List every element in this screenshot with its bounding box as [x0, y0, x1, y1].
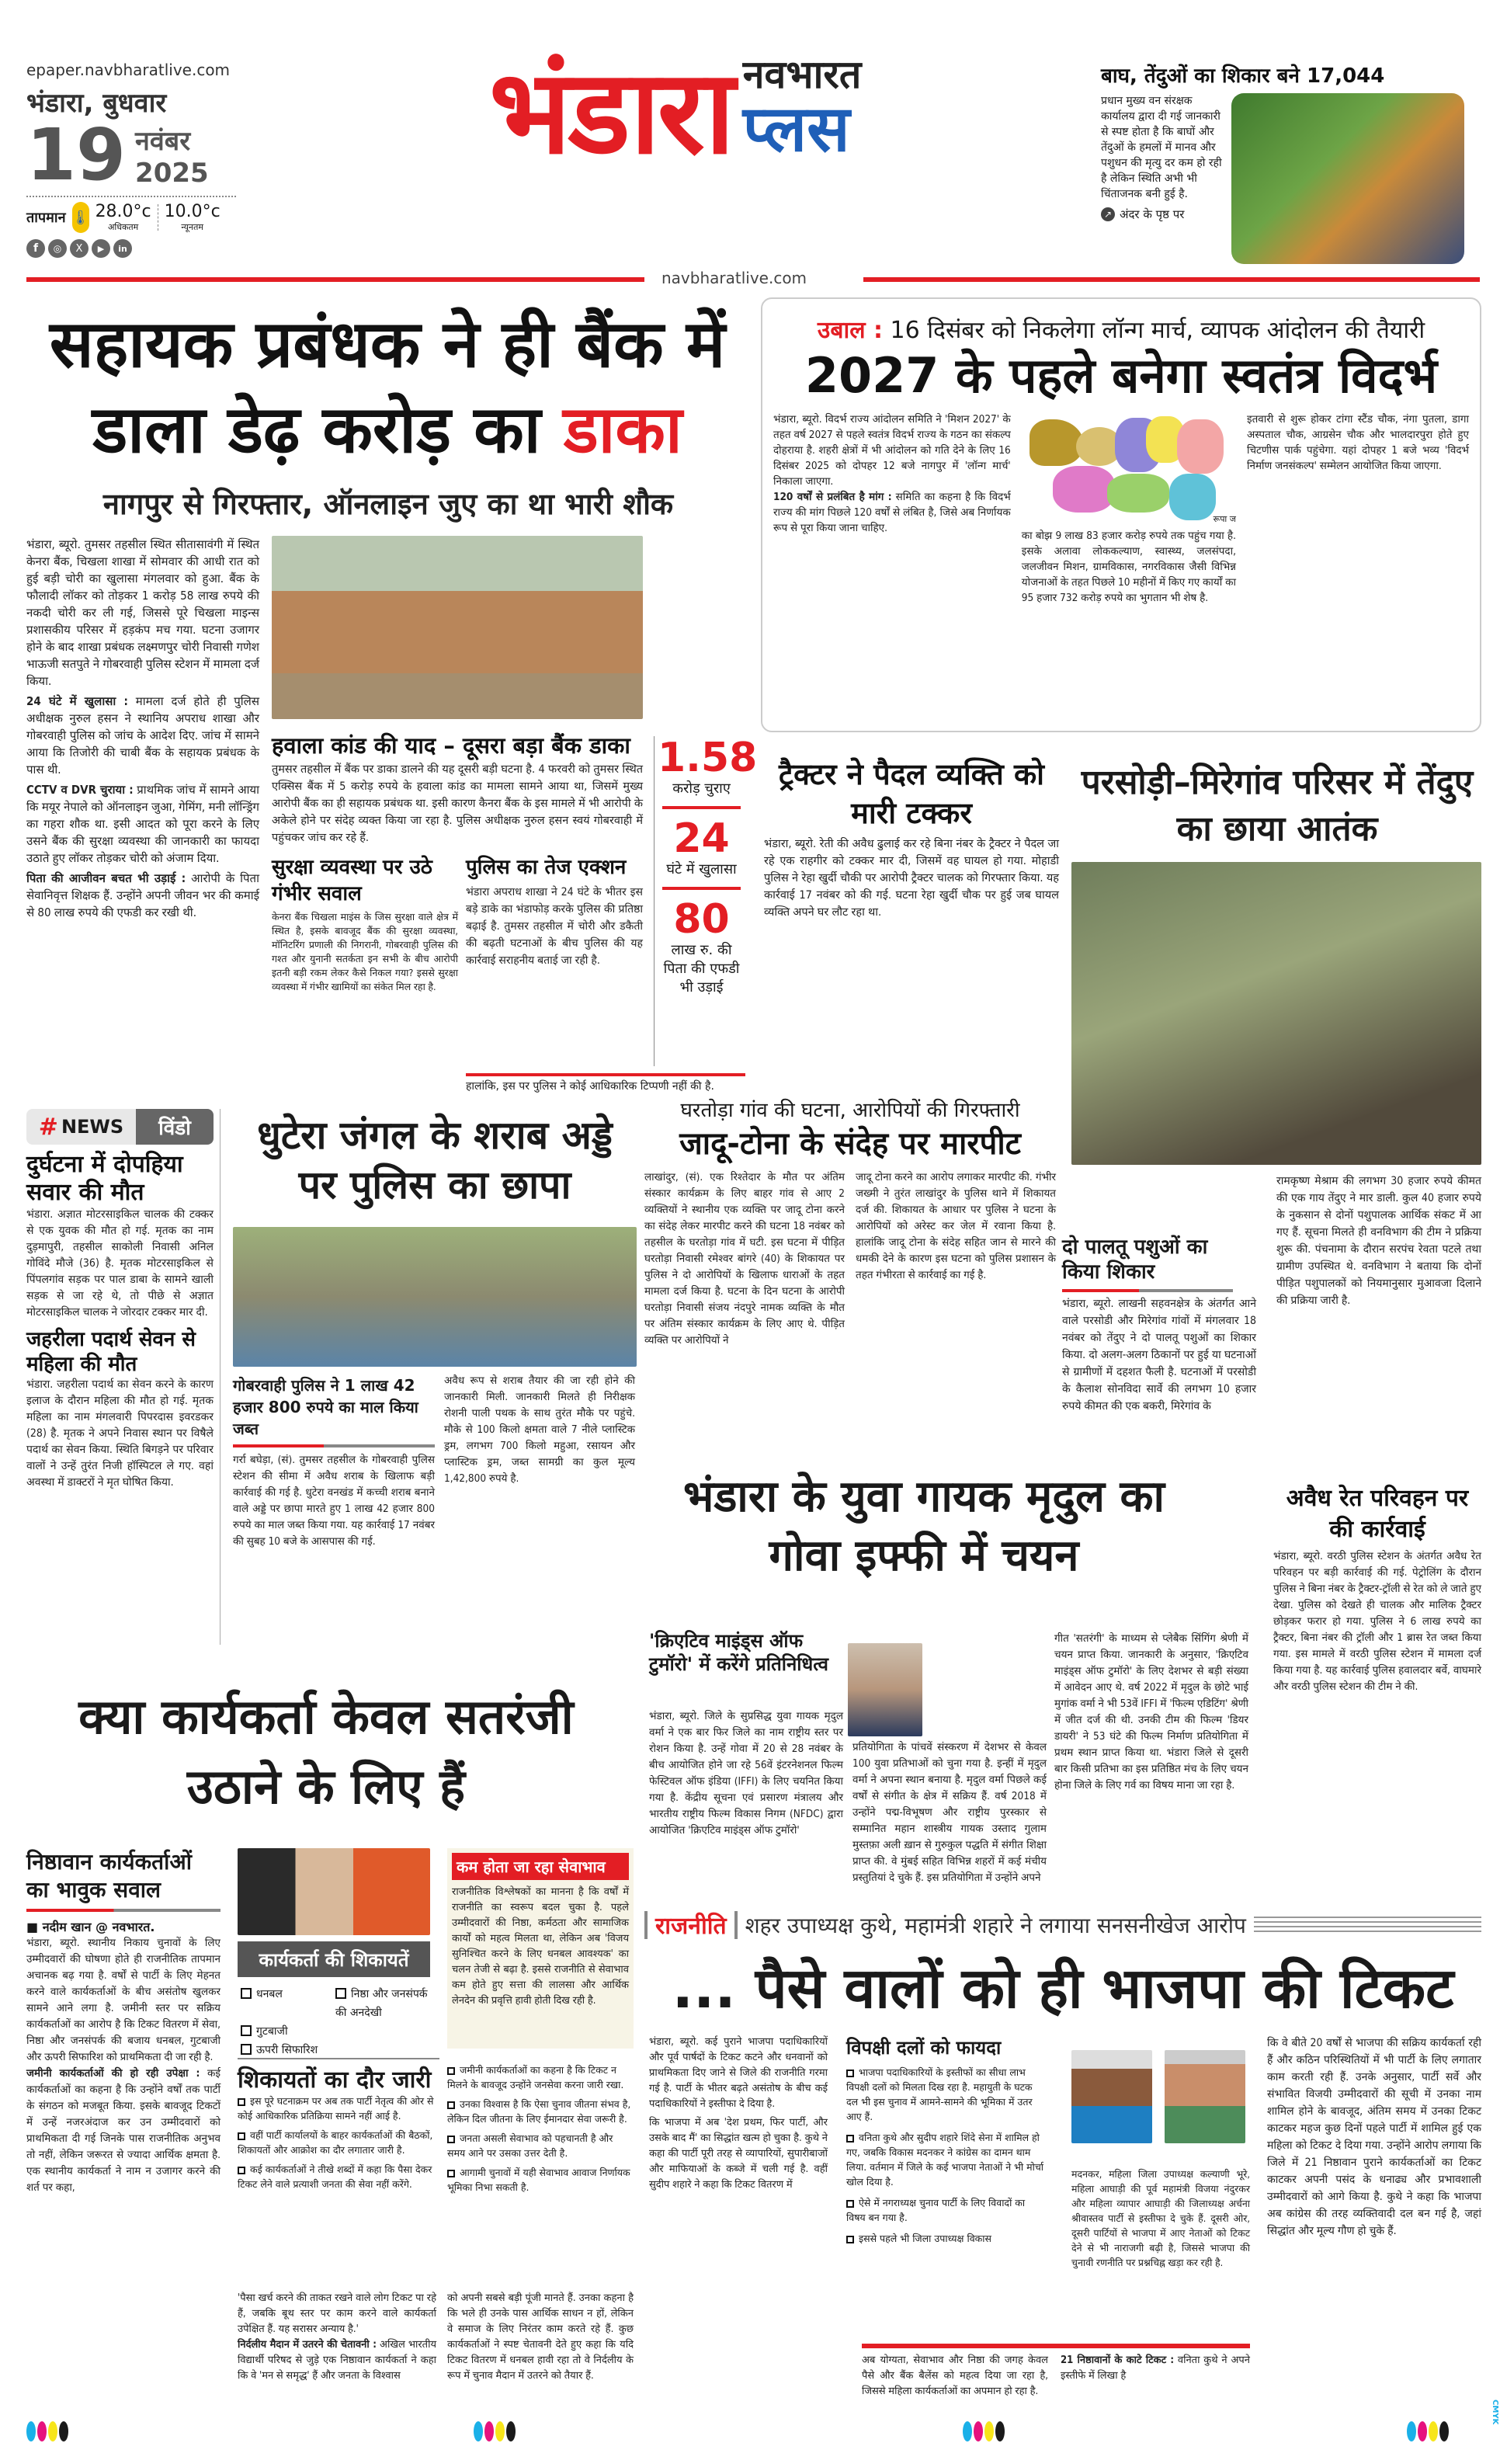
ongoing-points [238, 2094, 436, 2191]
leopard-body1: भंडारा, ब्यूरो. लाखनी सहवनक्षेत्र के अंतर्गत आने वाले परसोडी और मिरेगांव गांवों में मंगलवार 18 नवंबर को तेंदुए ने दो पालतू पशुओं का शिकार किया. दो अलग-अलग ठिकानों पर हुई या घटनाओं से ग्रामीणों में दहशत फैली है. घटनाओं में परसोडी के कैलाश सोनविदा सार्वे की लगभग 10 हजार रुपये कीमत की एक बकरी, मिरेगांव के [1062, 1298, 1256, 1413]
tractor-headline: ट्रैक्टर ने पैदल व्यक्ति को मारी टक्कर [778, 757, 1045, 830]
ongoing-point: वहीं पार्टी कार्यालयों के बाहर कार्यकर्ताओं की बैठकों, शिकायतों और आक्रोश का दौर लगातार जारी है. [238, 2129, 433, 2156]
date-block [26, 113, 236, 196]
vidarbha-section-title: 120 वर्षों से प्रलंबित है मांग : [773, 491, 892, 503]
right-point: जमीनी कार्यकर्ताओं का कहना है कि टिकट न मिलने के बावजूद उन्होंने जनसेवा करना जारी रखा. [447, 2064, 624, 2090]
complaint-item: धनबल [241, 1985, 335, 2022]
workers-byline: ■ नदीम खान @ नवभारत. [26, 1920, 155, 1934]
politics-kicker-bar [644, 1909, 1481, 1941]
politics-divider [862, 2344, 1250, 2348]
workers-col2-section: अखिल भारतीय विद्यार्थी परिषद से जुड़े एक निष्ठावान कार्यकर्ता ने कहा कि वे 'मन से समृद्ध' हैं और जनता के विश्वास [238, 2339, 437, 2382]
vidarbha-body2: समिति का कहना है कि विदर्भ राज्य की मांग पिछले 120 वर्षों से लंबित है, जिसे अब निर्णायक रूप से पूरा किया जाना चाहिए. [773, 491, 1011, 534]
ongoing-title: शिकायतों का दौर जारी [238, 2058, 439, 2094]
workers-headline[interactable]: क्या कार्यकर्ता केवल सतरंजी उठाने के लिए हैं [78, 1688, 574, 1815]
mridul-body1-col [649, 1708, 843, 1839]
temp-label: तापमान [26, 210, 66, 226]
villagers-photo [1071, 862, 1481, 1165]
workers-subhead: निष्ठावान कार्यकर्ताओं का भावुक सवाल [26, 1849, 192, 1903]
sevabhav-body: राजनीतिक विश्लेषकों का मानना है कि वर्षों में राजनीति का स्वरूप बदल चुका है. पहले उम्मीदवारों की निष्ठा, कर्मठता और सामाजिक कार्यों को महत्व मिलता था, लेकिन अब 'विजय सुनिश्चित करने के लिए धनबल आवश्यक' का चलन तेजी से बढ़ा है. इससे राजनीति से सेवाभाव कम होते हुए सत्ता की लालसा और आर्थिक लेनदेन की प्रवृत्ति हावी होती दिख रही है. [452, 1886, 629, 2007]
teaser-headline: बाघ, तेंदुओं का शिकार बने 17,044 [1101, 64, 1385, 88]
news-item-body: भंडारा. अज्ञात मोटरसाइकिल चालक की टक्कर से एक युवक की मौत हो गई. मृतक का नाम दुड़मापुरी, तहसील साकोली निवासी अनिल गोविंदे मौजे (36) है. मृतक मोटरसाइकिल से पिंपलगांव सड़क पर पाल डाबा के सामने खाली सड़क से जा रहे थे, तो पीछे से अज्ञात मोटरसाइकिल चालक ने जोरदार टक्कर मार दी. [26, 1208, 214, 1319]
workers-section-title: जमीनी कार्यकर्ताओं की हो रही उपेक्षा : [26, 2067, 200, 2080]
logo-main: भंडारा [489, 45, 732, 180]
opposition-point: वनिता कुथे और सुदीप शहारे शिंदे सेना में शामिल हो गए, जबकि विकास मदनकर ने कांग्रेस का दामन थाम लिया. वर्तमान में जिले के कई भाजपा नेताओं ने भी मोर्चा खोल दिया है. [846, 2132, 1043, 2188]
lead-footer: हालांकि, इस पर पुलिस ने कोई आधिकारिक टिप्पणी नहीं की है. [466, 1073, 745, 1095]
stat-amount-label: करोड़ चुराए [672, 780, 731, 797]
politics-body2: कि भाजपा में अब 'देश प्रथम, फिर पार्टी, और उसके बाद मैं' का सिद्धांत खत्म हो चुका है. कुथे ने कहा की पार्टी पूरी तरह से व्यापारियों, सुपारीबाजों और माफियाओं के कब्जे में चली गई है. वहीं सुदीप शहारे ने कहा कि टिकट वितरण में [649, 2117, 828, 2191]
leopard-subhead-rule [1062, 1289, 1233, 1292]
thermometer-icon: 🌡 [72, 202, 89, 233]
registration-marks [963, 2421, 1005, 2441]
witchcraft-headline: जादू-टोना के संदेह पर मारपीट [679, 1126, 1021, 1162]
leopard-body2-col [1276, 1173, 1481, 1309]
mridul-body2-col [852, 1739, 1047, 1886]
masthead-left [26, 61, 236, 258]
lead-headline-line1: सहायक प्रबंधक ने ही बैंक में [49, 306, 726, 382]
witchcraft-body1: लाखांदुर, (सं). एक रिश्तेदार के मौत पर अंतिम संस्कार कार्यक्रम के लिए बाहर गांव से आए 2 व्यक्तियों ने स्थानीय एक व्यक्ति पर जादू टोना करने का संदेह लेकर मारपीट करने की घटना 18 नवंबर को तहसील के घरतोड़ा गांव में घटी. इस घटना में पीड़ित घरतोड़ा निवासी रमेश्वर बांगरे (40) के शिकायत पर पुलिस ने दो आरोपियों के खिलाफ धाराओं के तहत मामला दर्ज किया है. घटना के दिन घटना के आरोपी घरतोड़ा निवासी संजय नंदपुरे नामक व्यक्ति के मौत पर अंतिम संस्कार कार्यक्रम के लिए आए थे. पीड़ित व्यक्ति पर आरोपियों ने [644, 1171, 845, 1347]
politics-headline[interactable]: ... पैसे वालों को ही भाजपा की टिकट [672, 1955, 1454, 2021]
news-item[interactable] [26, 1151, 214, 1321]
news-item-body: भंडारा. जहरीला पदार्थ का सेवन करने के कारण इलाज के दौरान महिला की मौत हो गई. मृतक महिला का नाम मंगलवारी पिपरदास इवरडकर (28) है. मृतक ने अपने निवास स्थान पर विषैले पदार्थ का सेवन किया. स्थिति बिगड़ने पर परिवार वालों ने उन्हें तुरंत निजी हॉस्पिटल ले गए. वहां अवस्था में डाक्टरों ने मृत घोषित किया. [26, 1378, 214, 1489]
politics-section-col [1061, 2353, 1250, 2384]
hawala-headline: हवाला कांड की याद – दूसरा बड़ा बैंक डाका [272, 732, 630, 759]
liquor-subhead: गोबरवाही पुलिस ने 1 लाख 42 हजार 800 रुपये का माल किया जब्त [233, 1376, 418, 1438]
witchcraft-kicker: घरतोड़ा गांव की घटना, आरोपियों की गिरफ्तारी [680, 1099, 1020, 1122]
date-day: 19 [26, 113, 127, 196]
masthead-rule-left [26, 277, 644, 282]
stats-column [654, 735, 758, 1066]
date-year: 2025 [135, 158, 209, 189]
lead-headline-black: डाला डेढ़ करोड़ का [92, 391, 541, 467]
complaint-item: निष्ठा और जनसंपर्क की अनदेखी [335, 1988, 428, 2019]
sand-headline: अवैध रेत परिवहन पर की कार्रवाई [1286, 1485, 1469, 1543]
politics-body4-col [1267, 2035, 1481, 2240]
registration-marks [1407, 2421, 1449, 2441]
bank-building-photo [272, 536, 643, 719]
leopard-body2: रामकृष्ण मेश्राम की लगभग 30 हजार रुपये कीमत की एक गाय तेंदुए ने मार डाली. कुल 40 हजार रुपये के नुकसान से दोनों पशुपालक आर्थिक संकट में आ गए हैं. सूचना मिलते ही वनविभाग की टीम ने प्रक्रिया शुरू की. पंचनामा के दौरान सरपंच रेवता पटले तथा ग्रामीण उपस्थित थे. वनविभाग ने बताया कि दोनों पीड़ित पशुपालकों को नियमानुसार मुआवजा दिलाने की प्रक्रिया जारी है. [1276, 1175, 1481, 1307]
x-icon[interactable]: X [70, 239, 89, 258]
workers-col2 [238, 2291, 436, 2384]
mridul-headline[interactable]: भंडारा के युवा गायक मृदुल का गोवा इफ्फी में चयन [682, 1472, 1165, 1581]
complaint-item: गुटबाजी [241, 2022, 335, 2041]
lead-subhead: नागपुर से गिरफ्तार, ऑनलाइन जुए का था भारी शौक [102, 487, 674, 521]
witchcraft-body2: जादू टोना करने का आरोप लगाकर मारपीट की. गंभीर जख्मी ने तुरंत लाखांदुर के पुलिस थाने में शिकायत दर्ज की. शिकायत के आधार पर पुलिस ने घटना के आरोपियों को अरेस्ट कर जेल में रवाना किया है. हालांकि जादू टोना के संदेह सहित जान से मारने की धमकी देने के कारण इस घटना को पुलिस प्रशासन के तहत गंभीरता से कार्रवाई का गई है. [856, 1171, 1056, 1281]
sevabhav-title: कम होता जा रहा सेवाभाव [452, 1853, 629, 1880]
workers-col3 [447, 2291, 634, 2384]
site-url[interactable]: navbharatlive.com [661, 269, 807, 287]
news-item[interactable] [26, 1327, 214, 1491]
opposition-box [846, 2035, 1047, 2246]
teaser-box[interactable] [1101, 61, 1481, 272]
stat-hours [658, 817, 745, 879]
window-label: विंडो [136, 1109, 214, 1145]
instagram-icon[interactable]: ◎ [48, 239, 67, 258]
temp-max-label: अधिकतम [107, 222, 139, 232]
vidarbha-kicker-text: 16 दिसंबर को निकलेगा लॉन्ग मार्च, व्यापक आंदोलन की तैयारी [890, 317, 1425, 344]
vidarbha-kicker-red: उबाल : [817, 317, 883, 344]
stat-hours-label: घंटे में खुलासा [666, 861, 737, 878]
arrow-up-right-icon: ↗ [1101, 207, 1115, 221]
stat-fd-value: 80 [673, 896, 730, 943]
politics-body4: कि वे बीते 20 वर्षों से भाजपा की सक्रिय कार्यकर्ता रही हैं और कठिन परिस्थितियों में भी पार्टी के लिए लगातार काम करती रही हैं. उनके अनुसार, पार्टी सर्वे और संभावित विजयी उम्मीदवारों की सूची में उनका नाम शामिल होने के बावजूद, अंतिम समय में उनका टिकट काटकर महज कुछ दिनों पहले पार्टी में शामिल हुई एक महिला को टिकट दे दिया गया. उन्होंने आरोप लगाया कि जिले में 21 निष्ठावान पुराने कार्यकर्ताओं का टिकट काटकर अपनी पसंद के धनाढ्य और प्रभावशाली उम्मीदवारों को आगे किया है. कुथे ने कहा कि भाजपा अब कांग्रेस की तरह व्यक्तिवादी दल बन गई है, जहां सिद्धांत और मूल्य गौण हो चुके हैं. [1267, 2037, 1481, 2237]
temp-min-label: न्यूनतम [181, 222, 203, 232]
logo-sub2: प्लस [742, 92, 850, 166]
sevabhav-box [447, 1848, 634, 2049]
politics-body1: भंडारा, ब्यूरो. कई पुराने भाजपा पदाधिकारियों और पूर्व पार्षदों के टिकट कटने और धनवानों को प्राथमिकता दिए जाने से जिले की राजनीति गरमा गई है. पार्टी के भीतर बढ़ते असंतोष के बीच कई पदाधिकारियों ने इस्तीफा दे दिया है. [649, 2036, 828, 2110]
liquor-headline[interactable]: धुटेरा जंगल के शराब अड्डे पर पुलिस का छापा [257, 1113, 613, 1208]
lead-headline[interactable] [26, 301, 748, 472]
workers-col2-body: 'पैसा खर्च करने की ताकत रखने वाले लोग टिकट पा रहे हैं, जबकि बूथ स्तर पर काम करने वाले कार्यकर्ता उपेक्षित हैं. यह सरासर अन्याय है.' [238, 2292, 436, 2335]
vidarbha-body3: का बोझ 9 लाख 83 हजार करोड़ रुपये तक पहुंच गया है. इसके अलावा लोककल्याण, स्वास्थ्य, जलसंपदा, जलजीवन मिशन, ग्रामविकास, नगरविकास जैसी विभिन्न योजनाओं के तहत पिछले 10 महीनों में किए गए कार्यों का 95 हजार 732 करोड़ रुपये का भुगतान भी शेष है. [1021, 530, 1236, 604]
stat-hours-value: 24 [673, 815, 730, 862]
leopard-body1-col [1062, 1295, 1256, 1415]
complaints-title: कार्यकर्ता की शिकायतें [238, 1941, 430, 1977]
lines-icon [1254, 1917, 1481, 1934]
stat-fd-label: लाख रु. की पिता की एफडी भी उड़ाई [663, 942, 740, 996]
liquor-body2-col [444, 1373, 635, 1487]
right-point: उनका विश्वास है कि ऐसा चुनाव जीतना संभव है, लेकिन दिल जीतना के लिए ईमानदार सेवा जरूरी है. [447, 2098, 631, 2125]
workers-body-col [26, 1918, 220, 2196]
vidarbha-body4: इतवारी से शुरू होकर टांगा स्टैंड चौक, नंगा पुतला, डागा अस्पताल चौक, आग्रसेन चौक और भालदारपुरा होते हुए चिटणीस पार्क पहुंचेगा. यहां दोपहर 1 बजे भव्य 'विदर्भ निर्माण जनसंकल्प' सम्मेलन आयोजित किया जाएगा. [1246, 413, 1469, 472]
liquor-body1: गर्रा बघेड़ा, (सं). तुमसर तहसील के गोबरवाही पुलिस स्टेशन की सीमा में अवैध शराब के खिलाफ बड़ी कार्रवाई की गई है. धुटेरा वनखंड में कच्ची शराब बनाने वाले अड्डे पर छापा मारते हुए 1 लाख 42 हजार 800 रुपये का माल जब्त किया गया. यह कार्रवाई 17 नवंबर की सुबह 10 बजे के आसपास की गई. [233, 1454, 435, 1548]
social-icons [26, 239, 236, 258]
workers-body: भंडारा, ब्यूरो. स्थानीय निकाय चुनावों के लिए उम्मीदवारों की घोषणा होते ही राजनीतिक तापमान अचानक बढ़ गया है. वर्षों से पार्टी के लिए मेहनत करने वाले कार्यकर्ताओं के बीच असंतोष खुलकर सामने आने लगा है. जमीनी स्तर पर सक्रिय कार्यकर्ताओं का आरोप है कि टिकट वितरण में सेवा, निष्ठा और जनसंपर्क की बजाय धनबल, गुटबाजी और ऊपरी सिफारिश को प्राथमिकता दी जा रही है. [26, 1937, 220, 2063]
tractor-body: भंडारा, ब्यूरो. रेती की अवैध ढुलाई कर रहे बिना नंबर के ट्रैक्टर ने पैदल जा रहे एक राहगीर को टक्कर मार दी, जिसमें वह घायल हो गया. मोहाडी पुलिस ने रेहा खुर्दी चौकी पर आरोपी ट्रैक्टर चालक को गिरफ्तार किया. यह कार्रवाई 17 नवंबर को की गई. घटना रेहा खुर्दी चौक पर हुई जब घायल व्यक्ति अपने घर लौट रहा था. [764, 838, 1059, 919]
lead-headline-line2 [26, 387, 748, 472]
politics-section-title: 21 निष्ठावानों के काटे टिकट : [1061, 2355, 1175, 2366]
temp-min: 10.0°c [164, 202, 220, 221]
teaser-link[interactable] [1101, 207, 1225, 222]
vidarbha-body1: भंडारा, ब्यूरो. विदर्भ राज्य आंदोलन समिति ने 'मिशन 2027' के तहत वर्ष 2027 से पहले स्वतंत्र विदर्भ राज्य के गठन का संकल्प दोहराया है. शहरी क्षेत्रों में भी आंदोलन को गति देने के लिए 16 दिसंबर 2025 को दोपहर 12 बजे नागपुर में 'लॉन्ग मार्च' निकाला जाएगा. [773, 413, 1011, 488]
workers-col2-title: निर्दलीय मैदान में उतरने की चेतावनी : [238, 2339, 377, 2351]
vidarbha-kicker [762, 313, 1480, 345]
lead-headline-red: डाका [563, 391, 682, 467]
workers-subhead-rule [26, 1909, 220, 1912]
hawala-body: तुमसर तहसील में बैंक पर डाका डालने की यह दूसरी बड़ी घटना है. 4 फरवरी को तुमसर स्थित एक्सिस बैंक में 5 करोड़ रुपये के हवाला कांड का मामला सामने आया था, जिसमें मुख्य आरोपी बैंक का ही सहायक प्रबंधक था. इसी कारण कैनरा बैंक के इस मामले में भी आरोपी के अकेले होने पर संदेह व्यक्त किया जा रहा है. पुलिस अधीक्षक नुरुल हसन स्वयं गोबरवाही में पहुंचकर जांच कर रहे हैं. [272, 763, 643, 844]
workers-section-body: कई कार्यकर्ताओं का कहना है कि उन्होंने वर्षों तक पार्टी के संगठन को मजबूत किया. इसके बावजूद टिकटों में उन्हें नजरअंदाज कर उन उम्मीदवारों को प्राथमिकता दी गई जिनके पास राजनीतिक अनुभव तो नहीं, लेकिन जरूरत से ज्यादा आर्थिक क्षमता है. एक स्थानीय कार्यकर्ता ने नाम न उजागर करने की शर्त पर कहा, [26, 2067, 220, 2194]
liquor-body2: अवैध रूप से शराब तैयार की जा रही होने की जानकारी मिली. जानकारी मिलते ही निरीक्षक रोशनी पाली पथक के साथ तुरंत मौके पर पहुंचे. मौके से 100 किलो क्षमता वाले 7 नीले प्लास्टिक ड्रम, लगभग 700 किलो महुआ, रसायन और प्लास्टिक ड्रम, जब्त सामग्री का कुल मूल्य 1,42,800 रुपये है. [444, 1374, 635, 1485]
vidarbha-box[interactable] [761, 297, 1481, 732]
epaper-url[interactable]: epaper.navbharatlive.com [26, 61, 231, 79]
registration-marks [474, 2421, 516, 2441]
police-action-body: भंडारा अपराध शाखा ने 24 घंटे के भीतर इस बड़े डाके का भंडाफोड़ करके पुलिस की प्रतिष्ठा बढ़ाई है. तुमसर तहसील में चोरी और डकैती की बढ़ती घटनाओं के बीच पुलिस की यह कार्रवाई सराहनीय बताई जा रही है. [466, 886, 643, 967]
stat-amount [658, 735, 758, 798]
news-window-tag [26, 1109, 214, 1145]
lead-section1-body: मामला दर्ज होते ही पुलिस अधीक्षक नुरुल हसन ने स्थानिय अपराध शाखा और गोबरवाही पुलिस को जांच के आदेश दिए. जांच में सामने आया कि तिजोरी की चाबी बैंक के सहायक प्रबंधक के पास थी. [26, 694, 259, 777]
mridul-body3-col [1054, 1631, 1248, 1794]
complaints-list [241, 1985, 430, 2059]
news-label: NEWS [61, 1116, 124, 1138]
politicians-cartoon [238, 1848, 430, 1935]
lead-body-col [26, 536, 259, 921]
news-item-headline: दुर्घटना में दोपहिया सवार की मौत [26, 1151, 183, 1206]
workers-col3-body: को अपनी सबसे बड़ी पूंजी मानते हैं. उनका कहना है कि भले ही उनके पास आर्थिक साधन न हों, लेकिन वे समाज के लिए निरंतर काम करते रहे हैं. कुछ कार्यकर्ताओं ने स्पष्ट चेतावनी देते हुए कहा कि यदि टिकट वितरण में धनबल हावी रहा तो वे निर्दलीय के रूप में चुनाव मैदान में उतरने को तैयार हैं. [447, 2292, 634, 2382]
logo-sub1: नवभारत [742, 52, 862, 97]
news-window [26, 1109, 220, 1645]
registration-marks [26, 2421, 68, 2441]
news-item-headline: जहरीला पदार्थ सेवन से महिला की मौत [26, 1328, 196, 1376]
liquor-raid-photo [233, 1227, 637, 1367]
opposition-point: ऐसे में नगराध्यक्ष चुनाव पार्टी के लिए विवादों का विषय बन गया है. [846, 2197, 1026, 2223]
opposition-point: इससे पहले भी जिला उपाध्यक्ष विकास [846, 2231, 1047, 2246]
weather [26, 202, 236, 233]
mridul-body2: प्रतियोगिता के पांचवें संस्करण में देशभर से केवल 100 युवा प्रतिभाओं को चुना गया है. इन्हीं में मृदुल वर्मा ने अपना स्थान बनाया है. मृदुल वर्मा पिछले कई वर्षों से संगीत के क्षेत्र में सक्रिय हैं. वर्ष 2018 में उन्होंने पद्म-विभूषण और राष्ट्रीय पुरस्कार से सम्मानित महान शास्त्रीय गायक उस्ताद गुलाम मुस्तफ़ा अली ख़ान से गुरुकुल पद्धति में संगीत शिक्षा प्राप्त की. वे मुंबई सहित विभिन्न शहरों में कई मंचीय प्रस्तुतियां दे चुके हैं. इस प्रतियोगिता में उन्होंने अपने [852, 1741, 1047, 1884]
complaint-item: ऊपरी सिफारिश [241, 2041, 335, 2059]
linkedin-icon[interactable]: in [113, 239, 132, 258]
date-month: नवंबर [135, 126, 191, 157]
masthead-rule-right [863, 277, 1480, 282]
lead-section1-title: 24 घंटे में खुलासा : [26, 694, 128, 708]
politics-body-col1 [649, 2035, 828, 2193]
map-label: रूपा ज [1213, 514, 1236, 524]
hash-icon: # [38, 1113, 58, 1141]
teaser-link-label: अंदर के पृष्ठ पर [1120, 207, 1185, 221]
right-point: आगामी चुनावों में यही सेवाभाव आवाज निर्णायक भूमिका निभा सकती है. [447, 2167, 630, 2193]
photo-caption-col [1071, 2167, 1250, 2270]
right-points [447, 2063, 634, 2195]
female-politician-photo [1165, 2050, 1245, 2143]
lead-section2-title: CCTV व DVR चुराया : [26, 783, 134, 797]
lead-body: भंडारा, ब्यूरो. तुमसर तहसील स्थित सीतासावंगी में स्थित केनरा बैंक, चिखला शाखा में सोमवार की आधी रात को हुई बड़ी चोरी का खुलासा मंगलवार को हुआ. बैंक के फौलादी लॉकर को तोड़कर 1 करोड़ 58 लाख रुपये की नकदी चोरी कर ली गई, जिससे पूरे चिखला माइन्स प्रशासकीय परिसर में हड़कंप मच गया. घटना उजागर होने के बाद शाखा प्रबंधक लक्ष्मणपुर चोरी निवासी गणेश भाऊजी सतपुते ने गोबरवाही पुलिस स्टेशन में मामला दर्ज किया. [26, 537, 259, 688]
mridul-subhead: 'क्रिएटिव माइंड्स ऑफ टुमॉरो' में करेंगे प्रतिनिधित्व [649, 1630, 828, 1675]
politics-body3-col [862, 2353, 1048, 2400]
photo-caption: मदनकर, महिला जिला उपाध्यक्ष कल्याणी भूरे, महिला आघाड़ी की पूर्व महामंत्री विजया नंदुरकर और महिला व्यापार आघाड़ी की जिलाध्यक्ष अर्चना श्रीवास्तव पार्टी से इस्तीफा दे चुके हैं. दूसरी ओर, दूसरी पार्टियों से भाजपा में आए नेताओं को टिकट देने से भी नाराजगी बढ़ी है, जिससे भाजपा की चुनावी रणनीति पर प्रश्नचिह्न खड़ा कर रही है. [1071, 2168, 1250, 2268]
lead-section2-body: प्राथमिक जांच में सामने आया कि मयूर नेपाले को ऑनलाइन जुआ, गेमिंग, मनी लॉन्ड्रिंग का गहरा शौक था. इसी आदत को पूरा करने के लिए उसने बैंक की सुरक्षा व्यवस्था की जानकारी का फायदा उठाते हुए लॉकर तोड़कर चोरी को अंजाम दिया. [26, 783, 259, 865]
ongoing-point: इस पूरे घटनाक्रम पर अब तक पार्टी नेतृत्व की ओर से कोई आधिकारिक प्रतिक्रिया सामने नहीं आई है. [238, 2095, 434, 2122]
city-day: भंडारा, बुधवार [26, 88, 167, 119]
politics-section-body: वनिता कुथे ने अपने इस्तीफे में लिखा है [1061, 2355, 1250, 2382]
sand-body: भंडारा, ब्यूरो. वरठी पुलिस स्टेशन के अंतर्गत अवैध रेत परिवहन पर बड़ी कार्रवाई की गई. पेट्रोलिंग के दौरान पुलिस ने बिना नंबर के ट्रैक्टर-ट्रॉली से रेत को ले जाते हुए देखा. पुलिस को देखते ही चालक और मालिक ट्रैक्टर छोड़कर फरार हो गया. पुलिस ने 6 लाख रुपये का ट्रैक्टर, बिना नंबर की ट्रॉली और 1 ब्रास रेत जब्त किया गया. इस मामले में वरठी पुलिस स्टेशन में मामला दर्ज किया गया है. यह कार्रवाई पुलिस हवालदार बर्वे, वाघमारे और वरठी पुलिस स्टेशन की टीम ने की. [1273, 1550, 1481, 1693]
temp-max: 28.0°c [95, 202, 151, 221]
politics-body3: अब योग्यता, सेवाभाव और निष्ठा की जगह केवल पैसे और बैंक बैलेंस को महत्व दिया जा रहा है, जिससे महिला कार्यकर्ताओं का अपमान हो रहा है. [862, 2355, 1048, 2397]
witchcraft-story[interactable] [644, 1095, 1056, 1349]
politics-tag[interactable]: राजनीति [655, 1913, 727, 1940]
sand-story[interactable] [1273, 1483, 1481, 1695]
security-story[interactable] [272, 854, 458, 994]
vidarbha-headline: 2027 के पहले बनेगा स्वतंत्र विदर्भ [804, 347, 1438, 404]
ongoing-point: कई कार्यकर्ताओं ने तीखे शब्दों में कहा कि पैसा देकर टिकट लेने वाले प्रत्याशी जनता की सेवा नहीं करेंगे. [238, 2163, 432, 2190]
leopard-subhead: दो पालतू पशुओं का किया शिकार [1062, 1235, 1208, 1284]
opposition-title: विपक्षी दलों को फायदा [846, 2037, 1002, 2059]
lead-section3-body: आरोपी के पिता सेवानिवृत्त शिक्षक हैं. उन्होंने अपनी जीवन भर की कमाई से 80 लाख रुपये की एफडी कर रखी थी. [26, 871, 259, 919]
mridul-body1: भंडारा, ब्यूरो. जिले के सुप्रसिद्ध युवा गायक मृदुल वर्मा ने एक बार फिर जिले का नाम राष्ट्रीय स्तर पर रोशन किया है. उन्हें गोवा में 20 से 28 नवंबर के बीच आयोजित होने जा रहे 56वें इंटरनेशनल फिल्म फेस्टिवल ऑफ इंडिया (IFFI) के लिए चयनित किया गया है. केंद्रीय सूचना एवं प्रसारण मंत्रालय और भारतीय राष्ट्रीय फिल्म विकास निगम (NFDC) द्वारा आयोजित 'क्रिएटिव माइंड्स ऑफ टुमॉरो' [649, 1710, 843, 1837]
lead-section3-title: पिता की आजीवन बचत भी उड़ाई : [26, 871, 186, 885]
facebook-icon[interactable]: f [26, 239, 45, 258]
mridul-body3: गीत 'सतरंगी' के माध्यम से प्लेबैक सिंगिंग श्रेणी में चयन प्राप्त किया. जानकारी के अनुसार, 'क्रिएटिव माइंड्स ऑफ टुमॉरो' के लिए देशभर से बड़ी संख्या में आवेदन आए थे. वर्ष 2022 में मृदुल के छोटे भाई मुगांक वर्मा ने भी 53वें IFFI में 'फिल्म एडिटिंग' श्रेणी में जीत दर्ज की थी. उनकी टीम की फिल्म 'डियर डायरी' ने 53 घंटे की फिल्म निर्माण प्रतियोगिता में प्रथम स्थान प्राप्त किया था. भंडारा जिले से दूसरी बार किसी प्रतिभा का इस प्रतिष्ठित मंच के लिए चयन होना जिले के लिए गर्व का विषय माना जा रहा है. [1054, 1632, 1248, 1792]
liquor-body1-col [233, 1452, 435, 1550]
hawala-story[interactable] [272, 730, 643, 846]
right-point: जनता असली सेवाभाव को पहचानती है और समय आने पर उसका उत्तर देती है. [447, 2132, 613, 2159]
teaser-text: प्रधान मुख्य वन संरक्षक कार्यालय द्वारा दी गई जानकारी से स्पष्ट होता है कि बाघों और तेंदुओं के हमलों में मानव और पशुधन की मृत्यु दर कम हो रही है लेकिन स्थिति अभी भी चिंताजनक बनी हुई है. [1101, 95, 1222, 200]
leopard-headline[interactable]: परसोड़ी–मिरेगांव परिसर में तेंदुए का छाया आतंक [1081, 763, 1474, 849]
stat-fd [658, 898, 745, 997]
tractor-story[interactable] [764, 755, 1059, 921]
cmyk-label: CMYK [1491, 2400, 1499, 2425]
leopard-attack-photo [1231, 93, 1464, 264]
police-action-story[interactable] [466, 854, 643, 969]
liquor-subhead-rule [233, 1444, 435, 1447]
police-action-headline: पुलिस का तेज एक्शन [466, 856, 627, 879]
newspaper-logo[interactable] [489, 47, 861, 179]
politics-kicker: शहर उपाध्यक्ष कुथे, महामंत्री शहारे ने लगाया सनसनीखेज आरोप [745, 1912, 1246, 1938]
stat-amount-value: 1.58 [658, 735, 758, 781]
vidarbha-map [1022, 412, 1236, 528]
security-body: केनरा बैंक चिखला माइंस के जिस सुरक्षा वाले क्षेत्र में स्थित है, इसके बावजूद बैंक की सुरक्षा व्यवस्था, मॉनिटरिंग प्रणाली की निगरानी, गोबरवाही पुलिस की गश्त और युनानी सतर्कता इन सभी के बीच आरोपी इतनी बड़ी रकम लेकर कैसे निकल गया? इससे सुरक्षा व्यवस्था में गंभीर खामियों का संकेत मिल रहा है. [272, 911, 458, 992]
youtube-icon[interactable]: ▶ [92, 239, 110, 258]
security-headline: सुरक्षा व्यवस्था पर उठे गंभीर सवाल [272, 856, 432, 905]
opposition-point: भाजपा पदाधिकारियों के इस्तीफों का सीधा लाभ विपक्षी दलों को मिलता दिख रहा है. महायुती के घटक दल भी इस चुनाव में आमने-सामने की भूमिका में उतर आए हैं. [846, 2066, 1033, 2122]
mridul-photo [848, 1643, 922, 1736]
male-politician-photo [1071, 2050, 1152, 2143]
